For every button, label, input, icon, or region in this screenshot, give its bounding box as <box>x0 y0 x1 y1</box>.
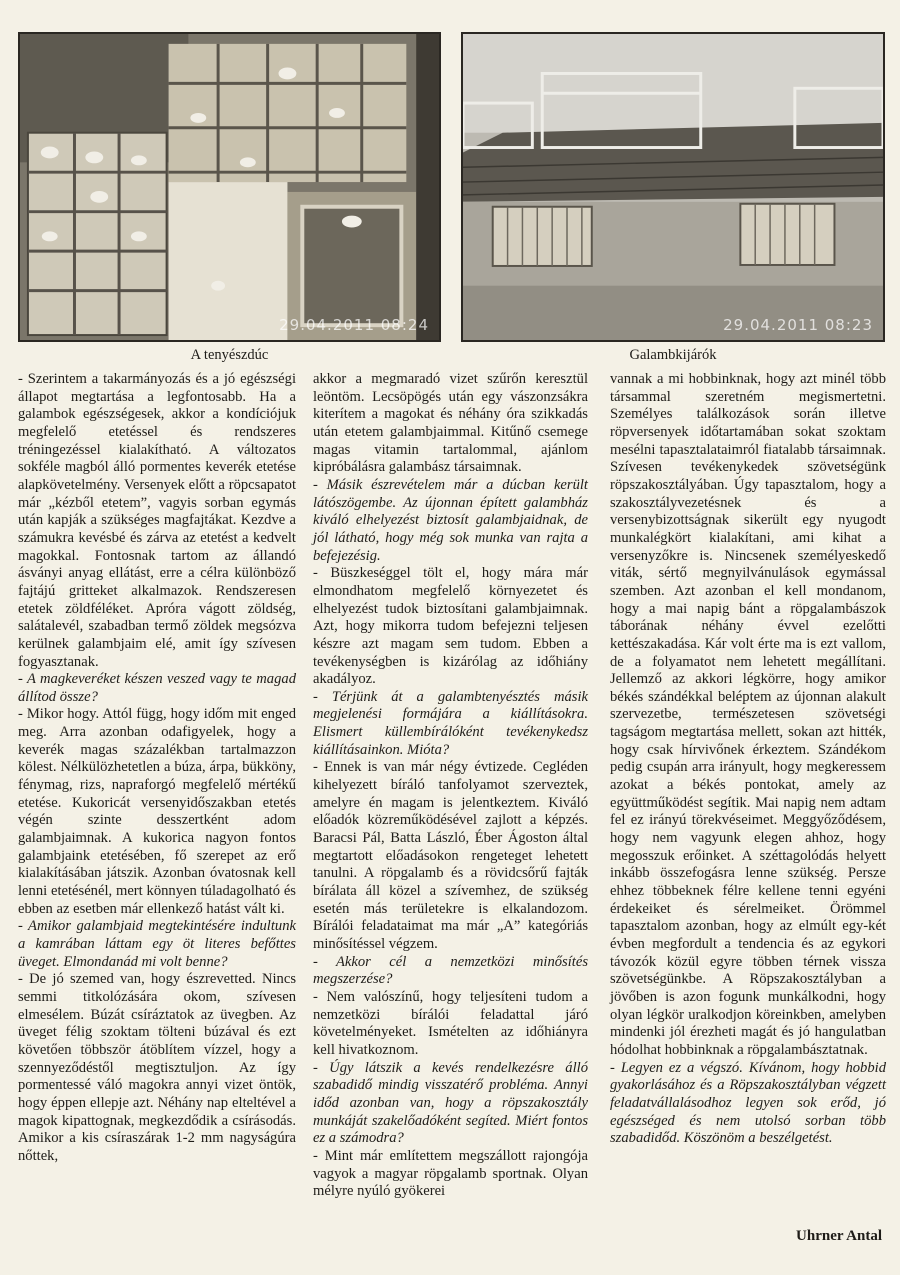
interview-question: - Úgy látszik a kevés rendelkezésre álló szabadidő mindig visszatérő probléma. Annyi időd azonban van, hogy a röpszakosztály munkáját szakelőadóként segíted. Miért fontos ez a számodra? <box>313 1059 588 1147</box>
interview-answer: - Ennek is van már négy évtizede. Cegléden kihelyezett bíráló tanfolyamot szerveztek, amelyre én magam is jelentkeztem. Kiváló előadók közreműködésével zajlott a képzés. Baracsi Pál, Batta László, Éber Ágoston által megtartott előadásokon rengeteget lehetett tanulni. A röpgalamb és a rövidcsőrű fajták bírálata áll közel a szívemhez, de szükség esetén más területekre is elkalandozom. Bírálói feladataimat ma már „A” kategóriás minősítéssel végzem. <box>313 759 588 952</box>
interview-question: - Akkor cél a nemzetközi minősítés megszerzése? <box>313 953 588 988</box>
pigeon-exits-image <box>463 34 883 340</box>
photo-timestamp: 29.04.2011 08:23 <box>723 316 873 334</box>
interview-answer: - Szerintem a takarmányozás és a jó egészségi állapot megtartása a legfontosabb. Ha a galambok egészségesek, akkor a kondíciójuk megfelelő etetéssel és rendszeres tréningezéssel kialakítható. A változatos sokféle magból álló pormentes keverék etetése alapkövetelmény. Versenyek előtt a röpcsapatot már „kézből etetem”, vagyis sorban egymás után kapják a szükséges magfajtákat. Kezdve a számukra kevésbé és zárva az etetést a kedvelt magokkal. Fontosnak tartom az állandó ásványi anyag ellátást, erre a célra különböző fajtájú gritteket alkalmazok. Rendszeresen etetek zöldféléket. Apróra vágott zöldség, salátalevél, szabadban termő zöldek megsózva kerülnek galambjaim elé, amit így szívesen fogyasztanak. <box>18 371 296 670</box>
interview-answer: - Mint már említettem megszállott rajongója vagyok a magyar röpgalamb sportnak. Olyan mélyre nyúló gyökerei <box>313 1147 588 1200</box>
interview-answer: - Nem valószínű, hogy teljesíteni tudom a nemzetközi bírálói feladattal járó követelményeket. Ismételten az időhiányra kell hivatkoznom. <box>313 988 588 1058</box>
interview-question: - Másik észrevételem már a dúcban került látószögembe. Az újonnan épített galambház kiváló elhelyezést biztosít galambjaidnak, de jól látható, hogy még sok munka van rajta a befejezésig. <box>313 476 588 564</box>
photo-caption: A tenyészdúc <box>190 347 269 363</box>
interview-question: - Amikor galambjaid megtekintésére indultunk a kamrában láttam egy öt literes befőttes üveget. Elmondanád mi volt benne? <box>18 918 296 970</box>
author-signature: Uhrner Antal <box>796 1228 882 1244</box>
interview-question: - Legyen ez a végszó. Kívánom, hogy hobbid gyakorlásához és a Röpszakosztályban végzett feladatvállalásodhoz legyen sok erőd, jó egészséged és nem utolsó sorban több szabadidőd. Köszönöm a beszélgetést. <box>610 1059 886 1147</box>
article-column-1 <box>18 371 296 1166</box>
photo-caption: Galambkijárók <box>629 347 717 363</box>
interview-question: - Térjünk át a galambtenyésztés másik megjelenési formájára a kiállításokra. Elismert küllembírálóként tevékenykedsz kiállításainkon. Mióta? <box>313 688 588 758</box>
interview-answer: akkor a megmaradó vizet szűrőn keresztül leöntöm. Lecsöpögés után egy vászonzsákra kiterítem a magokat és néhány óra szikkadás után etetem galambjaimmal. Kitűnő csemege magas vitamin tartalommal, ajánlom kipróbálásra galambász társaimnak. <box>313 371 588 476</box>
loft-photo <box>18 32 441 342</box>
interview-answer: - Mikor hogy. Attól függ, hogy időm mit enged meg. Arra azonban odafigyelek, hogy a keverék magas százalékban tartalmazzon kölest. Nélkülözhetetlen a búza, árpa, bükköny, fénymag, rizs, napraforgó megfelelő mértékű etetése. Kukoricát versenyidőszakban etetés végén szinte desszertként adom galambjaimnak. A kukorica nagyon fontos galambjaink etetésében, fő szerepet az erő kialakításában játszik. Azonban óvatosnak kell lenni etetésénél, mert könnyen túladagolható és ebben az esetben már ellenkező hatást vált ki. <box>18 706 296 917</box>
article-column-3 <box>610 371 886 1148</box>
interview-answer: - Büszkeséggel tölt el, hogy mára már elmondhatom megfelelő környezetet és elhelyezést tudok biztosítani galambjaimnak. Azt, hogy mikorra tudom befejezni teljesen készre azt magam sem tudom. Ebben a tevékenységben is kizárólag az időhiány akadályoz. <box>313 565 588 688</box>
interview-answer: - De jó szemed van, hogy észrevetted. Nincs semmi titkolózására okom, szívesen elmesélem. Búzát csíráztatok az üvegben. Az üveget félig szoktam tölteni búzával és ezt követően többször átöblítem vízzel, hogy a szennyeződéstől megtisztuljon. Az így pormentessé váló magokra annyi vizet öntök, hogy éppen ellepje azt. Néhány nap elteltével a magok kipattognak, megkezdődik a csírásodás. Amikor a kis csíraszárak 1-2 mm nagyságúra nőttek, <box>18 971 296 1164</box>
photo-timestamp: 29.04.2011 08:24 <box>279 316 429 334</box>
interview-question: - A magkeveréket készen veszed vagy te magad állítod össze? <box>18 671 296 705</box>
interview-answer: vannak a mi hobbinknak, hogy azt minél több társammal szeretném megismertetni. Személyes találkozások során illetve röpversenyek időtartamában sokat szoktam mesélni tapasztalataimról fiatalabb társaimnak. Szívesen tevékenykedek szövetségünk röpszakosztályában. Úgy tapasztalom, hogy a szakosztályvezetésnek és a versenybizottságnak sikerült egy nyugodt munkalégkört kialakítani, ami kihat a versenyzőkre is. Nincsenek személyeskedő viták, sértő megnyilvánulások egymással szemben. Azt azonban el kell mondanom, hogy a mai napig bánt a röpgalambászok táborának néhány évvel ezelőtti kettészakadása. Kár volt érte ma is ezt vallom, de a folyamatot nem lehetett megállítani. Jellemző az akkori légkörre, hogy amikor békés szándékkal beléptem az újonnan alakult szervezetbe, természetesen szövetségi tagságom megtartása mellett, sokan azt hitték, hogy csak hírvivőnek érkeztem. Szándékom pedig csupán arra irányult, hogy megkeressem azokat a békés pontokat, amely az együttműködést segítik. Mai napig nem adtam fel ez irányú törekvéseimet. Meggyőződésem, hogy nem vagyunk elegen ahhoz, hogy megosszuk erőinket. A széttagolódás helyett inkább összefogásra lenne szükség. Persze ehhez többeknek félre kellene tenni egyéni érdekeiket és sérelmeiket. Örömmel tapasztalom azonban, hogy az elmúlt egy-két évben megfordult a tendencia és az egykori távozók közül egyre többen térnek vissza szövetségünkbe. A Röpszakosztályban a jövőben is azon fogunk munkálkodni, hogy olyan légkör uralkodjon köreinkben, amelyben mindenki jól érezheti magát és jó hangulatban hódolhat hobbinknak a röpgalambásztatnak. <box>610 371 886 1058</box>
article-column-2 <box>313 371 588 1201</box>
exits-photo <box>461 32 885 342</box>
loft-interior-image <box>20 34 439 340</box>
